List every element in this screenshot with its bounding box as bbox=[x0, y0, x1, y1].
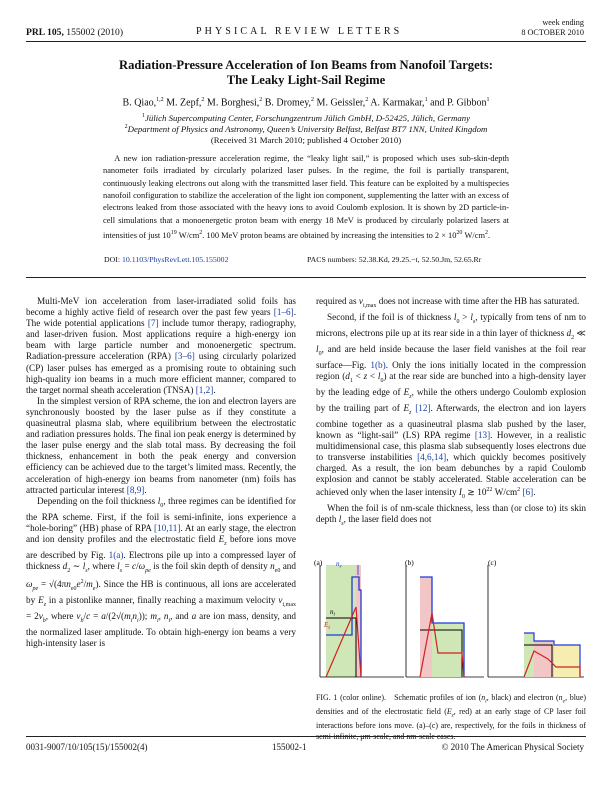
affiliation-2: $^2$Department of Physics and Astronomy, Queen’s University Belfast, Belfast BT7 1NN, United Kingdom bbox=[124, 124, 488, 134]
panel-b bbox=[406, 565, 484, 677]
paragraph: required as $v_{i,max}$ does not increase with time after the HB has saturated. bbox=[316, 296, 580, 309]
panel-c-yellow-region bbox=[554, 645, 580, 677]
figure-1-schematic bbox=[312, 555, 588, 690]
label-ez: $E_z$ bbox=[324, 621, 331, 631]
doi-link[interactable]: 10.1103/PhysRevLett.105.155002 bbox=[121, 255, 229, 264]
header-rule bbox=[26, 41, 586, 42]
author-list: B. Qiao,$^{1,2}$ M. Zepf,$^2$ M. Borghesi,$^2$ B. Dromey,$^2$ M. Geissler,$^2$ A. Karmakar,$^1$ and P. Gibbon$^1$ bbox=[122, 97, 490, 109]
figure-caption: FIG. 1 (color online). Schematic profiles of ion ($n_i$, black) and electron ($n_e$, blue) densities and of the electrostatic field ($E_z$, red) at an early stage of CP laser foil interactions before ions move. (a)–(c) are, respectively, for the foils in thickness of semi-infinite, μm-scale, and nm-scale cases. bbox=[316, 693, 586, 741]
header-article-year: 155002 (2010) bbox=[66, 27, 124, 38]
affiliation-1: $^1$Jülich Supercomputing Center, Forschungzentrum Jülich GmbH, D-52425, Jülich, Germany bbox=[141, 113, 471, 123]
footer-copyright: © 2010 The American Physical Society bbox=[441, 742, 584, 752]
header-week-label: week ending bbox=[542, 18, 584, 27]
abstract-rule bbox=[26, 277, 586, 278]
panel-label: (c) bbox=[488, 558, 497, 567]
label-ni: $n_i$ bbox=[330, 608, 335, 618]
paragraph: Multi-MeV ion acceleration from laser-irradiated solid foils has become a highly active field of research over the past few years [1–6]. The wide potential applications [7] include tumor therapy, radiography, and laser-driven fusion. Most applications require a high-energy ion beam with large particle number and monoenergetic spectrum. Radiation-pressure acceleration (RPA) [3–6] using circularly polarized (CP) laser pulses has emerged as a promising route to obtaining such high-quality ion beams in a much more efficient manner, compared to the target normal sheath acceleration (TNSA) [1,2]. bbox=[26, 296, 297, 395]
body-column-right bbox=[316, 296, 586, 530]
panel-b-compressed-layer bbox=[420, 577, 432, 677]
header-journal-name: PHYSICAL REVIEW LETTERS bbox=[196, 26, 403, 37]
paper-title bbox=[40, 58, 572, 87]
header-journal-ref bbox=[26, 27, 123, 38]
pacs-numbers: PACS numbers: 52.38.Kd, 29.25.−t, 52.50.Jm, 52.65.Rr bbox=[307, 255, 482, 264]
title-line-1: Radiation-Pressure Acceleration of Ion Beams from Nanofoil Targets: bbox=[119, 58, 493, 72]
body-column-left bbox=[26, 296, 296, 649]
paragraph: Second, if the foil is of thickness $l_0 > l_s$, typically from tens of nm to microns, electrons pile up at its rear side in a thin layer of thickness $d_2$ ≪ $l_0$, and are held inside because the laser field vanishes at the foil rear surface—Fig. 1(b). Only the ions initially located in the compression region $(d_1 < z < l_0)$ at the rear side are bunched into a high-density layer by the leading edge of $E_z$, while the others undergo Coulomb explosion by the trailing part of $E_z$ [12]. Afterwards, the electron and ion layers combine together as a quasineutral plasma slab pushed by the laser, known as “light-sail” (LS) RPA regime [13]. However, in a realistic multidimensional case, this plasma slab subsequently loses electrons due to transverse instabilities [4,6,14], which quickly becomes positively charged. As a result, the ion beam debunches by a rapid Coulomb explosion and cannot be stably accelerated. Stable acceleration can be achieved only when the laser intensity $I_0$ ≳ $10^{22}$ $W/cm^2$ [6]. bbox=[316, 311, 587, 500]
footer-code: 0031-9007/10/105(15)/155002(4) bbox=[26, 742, 148, 752]
header-journal-volume: PRL 105, bbox=[26, 27, 64, 38]
panel-label: (b) bbox=[405, 558, 414, 567]
title-line-2: The Leaky Light-Sail Regime bbox=[226, 72, 386, 87]
panel-a bbox=[320, 565, 404, 677]
header-week-date: 8 OCTOBER 2010 bbox=[521, 27, 584, 37]
doi-label: DOI: bbox=[104, 255, 121, 264]
footer-page: 155002-1 bbox=[272, 742, 307, 752]
paragraph: When the foil is of nm-scale thickness, less than (or close to) its skin depth $l_s$, the laser field does not bbox=[316, 503, 586, 528]
panel-label: (a) bbox=[314, 558, 323, 567]
doi-line bbox=[104, 255, 228, 264]
panel-c-pink-region bbox=[534, 641, 554, 677]
label-ne: $n_e$ bbox=[336, 560, 342, 570]
panel-c bbox=[488, 565, 584, 677]
abstract: A new ion radiation-pressure acceleration regime, the “leaky light sail,” is proposed which uses sub-skin-depth nanometer foils irradiated by circularly polarized laser pulses. In the regime, the foil is partially transparent, continuously leaking electrons out along with the transmitted laser field. This feature can be exploited by a multispecies nanofoil configuration to stabilize the acceleration of the light ion component, supplementing the latter with an excess of electrons leaked from those associated with the heavy ions to avoid Coulomb explosion. It is shown by 2D particle-in-cell simulations that a monoenergetic proton beam with energy 18 MeV is produced by circularly polarized lasers at intensities of just $10^{19}$ $W/cm^2$. 100 MeV proton beams are obtained by increasing the intensities to $2 \times 10^{20}$ $W/cm^2$. bbox=[103, 154, 509, 240]
paragraph: In the simplest version of RPA scheme, the ion and electron layers are synchronously boosted by the laser pulse as if they constitute a quasineutral plasma slab, where equilibrium between the electrostatic and radiation pressures holds. The final ion peak energy is determined by the laser pulse energy and the slab total mass. By decreasing the foil thickness, enhancement in both the peak energy and conversion efficiency can be achieved due to the target’s limited mass. Recently, the acceleration of high-energy ion beams from nanometer (nm) foils has attracted particular interest [8,9]. bbox=[26, 395, 296, 495]
paragraph: Depending on the foil thickness $l_0$, three regimes can be identified for the RPA scheme. First, if the foil is semi-infinite, ions experience a “hole-boring” (HB) phase of RPA [10,11]. At an early stage, the electron and ion density profiles and the electrostatic field $E_z$ before ions move are described by Fig. 1(a). Electrons pile up into a compressed layer of thickness $d_2$ ∼ $l_s$, where $l_s = c/\omega_{pe}$ is the foil skin depth of density $n_{e0}$ and $\omega_{pe} = √(4\pi n_{e0}e^2/m_e)$. Since the HB is continuous, all ions are accelerated by $E_z$ in a pistonlike manner, finally reaching a maximum velocity $v_{i,max} = 2v_b$, where $v_b/c = a/(2√(m_in_i))$; $m_i$, $n_i$, and a are ion mass, density, and the normalized laser amplitude. To obtain high-energy ion beams a very high-intensity laser is bbox=[26, 495, 297, 648]
header-week bbox=[521, 18, 584, 37]
received-date: (Received 31 March 2010; published 4 October 2010) bbox=[210, 135, 402, 145]
footer-rule bbox=[26, 736, 586, 737]
